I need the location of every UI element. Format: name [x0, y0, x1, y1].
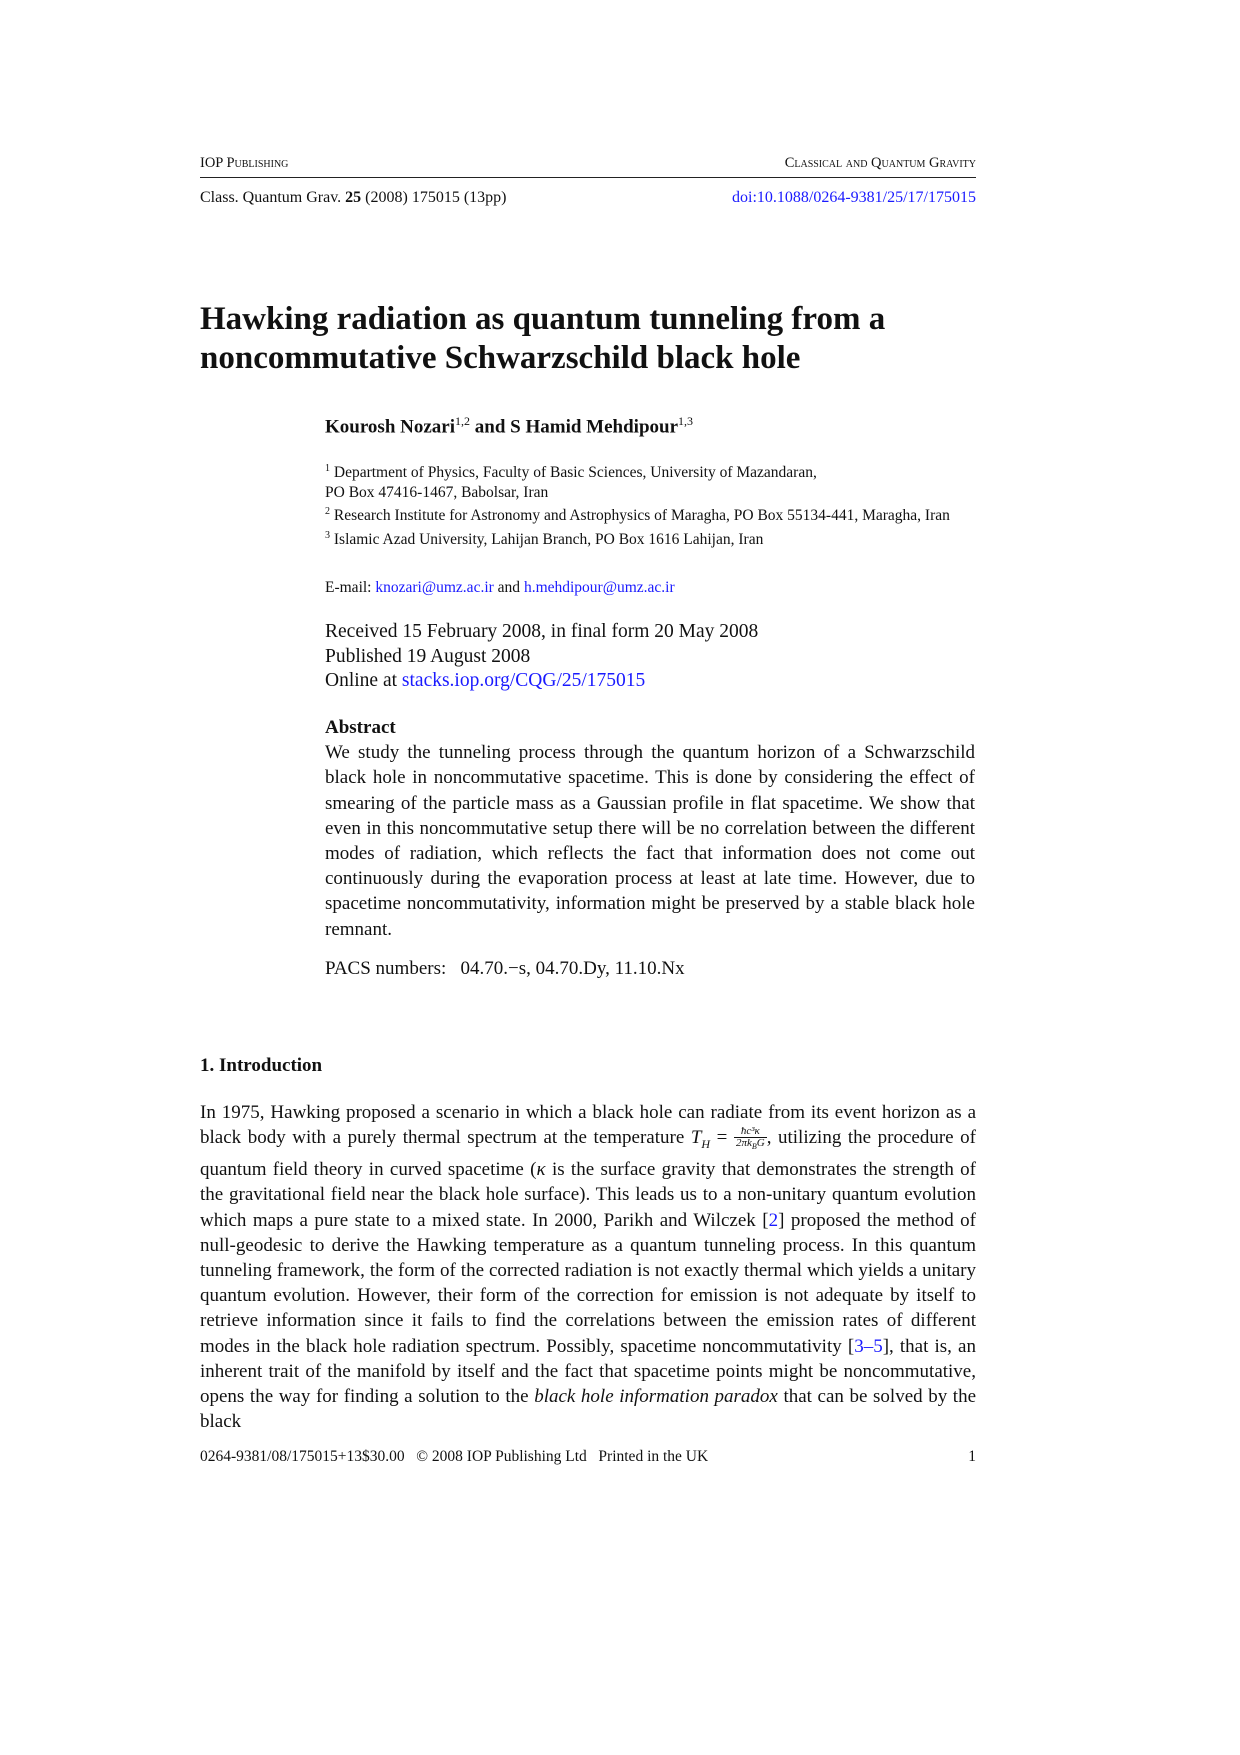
author-affiliation-mark: 1,3 — [678, 414, 694, 428]
temperature-fraction: $\frac{\text{ħc³κ}}{2\pi k_BG}$ — [735, 1124, 765, 1151]
abstract-heading: Abstract — [325, 717, 396, 738]
formula-symbol: T — [690, 1127, 702, 1149]
author-conjunction: and — [470, 416, 511, 438]
author-name: S Hamid Mehdipour — [510, 416, 679, 438]
abstract-text: We study the tunneling process through the quantum horizon of a Schwarzschild black hole in noncommutative spacetime. This is done by considering the effect of smearing of the particle mass as a Gaussian profile in flat spacetime. We show that even in this noncommutative setup there will be no correlation between the different modes of radiation, which reflects the fact that information does not come out continuously during the evaporation process at least at late time. However, due to spacetime noncommutativity, information might be preserved by a stable black hole remnant. — [325, 742, 975, 940]
abstract — [325, 715, 975, 942]
doi-link[interactable]: doi:10.1088/0264-9381/25/17/175015 — [732, 189, 976, 206]
affiliation-item-continued: PO Box 47416-1467, Babolsar, Iran — [325, 483, 549, 501]
citation-volume: 25 — [345, 189, 362, 206]
page-number: 1 — [968, 1448, 976, 1465]
published-date: Published 19 August 2008 — [325, 645, 531, 667]
received-date: Received 15 February 2008, in final form 20 May 2008 — [325, 621, 759, 642]
affiliation-item: $^3$ Islamic Azad University, Lahijan Branch, PO Box 1616 Lahijan, Iran — [325, 530, 764, 549]
citation-prefix: Class. Quantum Grav. — [200, 189, 346, 206]
author-name: Kourosh Nozari — [325, 416, 456, 438]
citation-suffix: (2008) 175015 (13pp) — [361, 189, 507, 206]
email-label: E-mail: — [325, 579, 376, 596]
author-list — [325, 414, 693, 438]
online-link[interactable]: stacks.iop.org/CQG/25/175015 — [401, 670, 646, 691]
pacs-numbers: PACS numbers: 04.70.−s, 04.70.Dy, 11.10.Nx — [325, 958, 685, 979]
running-header — [200, 155, 976, 178]
online-line: Online at stacks.iop.org/CQG/25/175015 — [325, 670, 646, 691]
affiliation-item: $^1$ Department of Physics, Faculty of Basic Sciences, University of Mazandaran, — [325, 463, 817, 482]
footer-copyright: 0264-9381/08/175015+13$30.00 © 2008 IOP Publishing Ltd Printed in the UK — [200, 1448, 709, 1465]
introduction-paragraph: In 1975, Hawking proposed a scenario in which a black hole can radiate from its event horizon as a black body with a purely thermal spectrum at the temperature $T_H$ = $\frac{\text{ħc³κ}}{2\pi k_BG}$ , utilizing the procedure of quantum field theory in curved spacetime (κ is the surface gravity that demonstrates the strength of the gravitational field near the black hole surface). This leads us to a non-unitary quantum evolution which maps a pure state to a mixed state. In 2000, Parikh and Wilczek [2] proposed the method of null-geodesic to derive the Hawking temperature as a quantum tunneling process. In this quantum tunneling framework, the form of the corrected radiation is not exactly thermal which yields a unitary quantum evolution. However, their form of the correction for emission is not adequate by itself to retrieve information since it fails to find the correlations between the emission rates of different modes in the black hole radiation spectrum. Possibly, spacetime noncommutativity [3–5], that is, an inherent trait of the manifold by itself and the fact that spacetime points might be noncommutative, opens the way for finding a solution to the black hole information paradox that can be solved by the black — [200, 1102, 977, 1433]
reference-link[interactable]: 2 — [768, 1209, 779, 1231]
email-line: E-mail: knozari@umz.ac.ir and h.mehdipour@umz.ac.ir — [325, 579, 675, 596]
author-affiliation-mark: 1,2 — [455, 414, 471, 428]
publication-dates — [325, 620, 758, 694]
citation-line — [200, 189, 976, 207]
publisher-name: IOP Publishing — [200, 155, 289, 171]
paper-title: Hawking radiation as quantum tunneling from a noncommutative Schwarzschild black hole — [200, 301, 886, 376]
email-link[interactable]: h.mehdipour@umz.ac.ir — [523, 579, 675, 596]
section-heading: 1. Introduction — [200, 1055, 323, 1076]
affiliation-item: $^2$ Research Institute for Astronomy and Astrophysics of Maragha, PO Box 55134-441, Maragha, Iran — [325, 506, 950, 525]
email-link[interactable]: knozari@umz.ac.ir — [375, 579, 494, 596]
journal-name: Classical and Quantum Gravity — [784, 155, 976, 171]
page-footer — [200, 1448, 976, 1466]
affiliations — [325, 459, 975, 550]
reference-link[interactable]: 3–5 — [854, 1335, 883, 1357]
